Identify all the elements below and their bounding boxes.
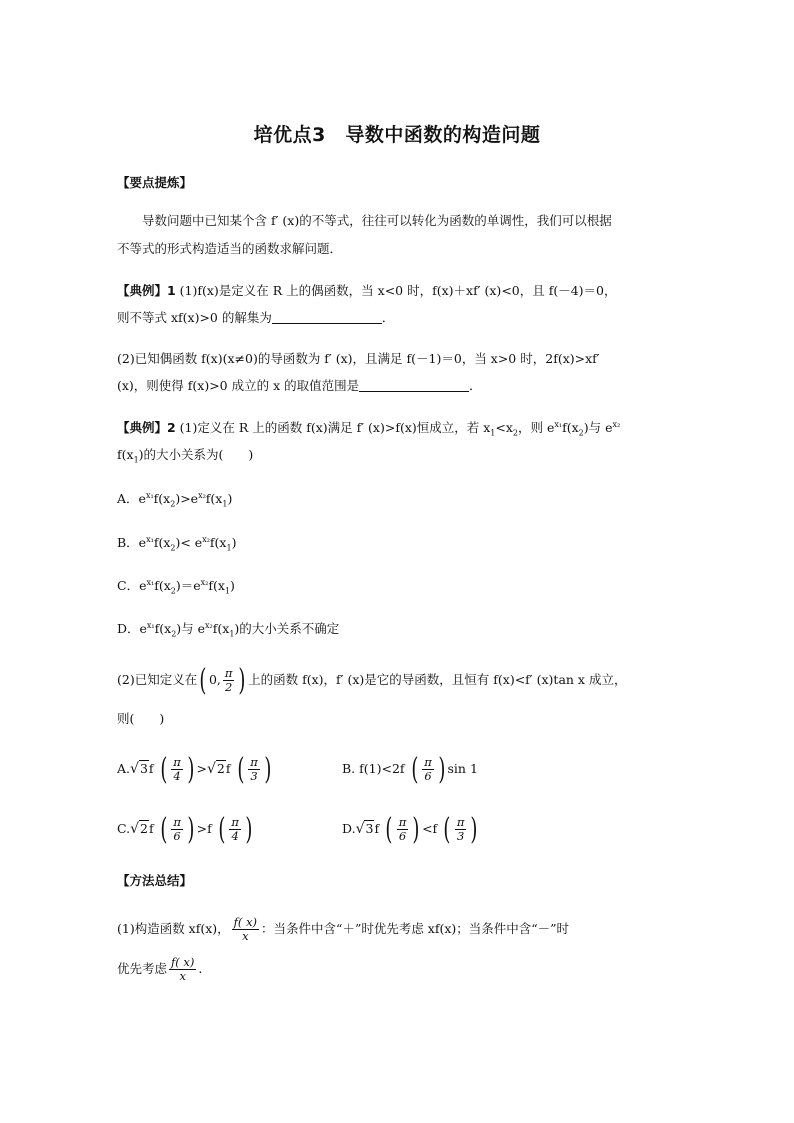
example2-q1-text: <x	[495, 420, 513, 435]
example2-tag: 【典例】2	[117, 420, 176, 435]
right-paren: )	[187, 811, 195, 847]
fraction: $\frac{\pi}{6}$	[424, 755, 432, 783]
subscript: 1	[133, 455, 139, 465]
example1-part2-question: (x)，则使得 f(x)>0 成立的 x 的取值范围是	[117, 378, 360, 393]
option-text: f(x	[154, 621, 172, 636]
example2-q1-text: ，则 e	[518, 420, 555, 435]
subscript: 1	[490, 428, 496, 438]
left-paren: (	[385, 811, 393, 847]
fraction: $\frac{f( x)}{x}$	[171, 955, 195, 983]
fraction: $\frac{\pi}{3}$	[456, 815, 465, 843]
example1-part1-end: ．	[381, 310, 395, 325]
option-d-label: D．e	[117, 621, 147, 636]
option-c2[interactable]	[117, 811, 255, 847]
option-label: A.	[117, 761, 131, 776]
options-row-1	[117, 752, 677, 786]
left-paren: (	[159, 811, 167, 847]
superscript: x₂	[200, 577, 209, 587]
option-text: >	[196, 761, 207, 776]
answer-blank-1[interactable]	[272, 309, 382, 324]
option-text: f	[225, 761, 231, 776]
option-d2[interactable]	[342, 812, 480, 846]
key-points-line-1: 导数问题中已知某个含 f′ (x)的不等式，往往可以转化为函数的单调性，我们可以根据	[142, 213, 612, 228]
subscript: 1	[222, 499, 228, 509]
subscript: 2	[170, 586, 176, 596]
sqrt: √2	[207, 761, 225, 777]
method-text: ：当条件中含“＋”时优先考虑 xf(x)；当条件中含“－”时	[261, 921, 570, 936]
superscript: x₂	[612, 419, 621, 429]
sqrt: √2	[130, 821, 148, 837]
example1-part2-line-1: (2)已知偶函数 f(x)(x≠0)的导函数为 f′ (x)，且满足 f(－1)＝0，当 x>0 时，2f(x)>xf′	[117, 351, 600, 366]
example2-q2-line-2: 则( )	[117, 711, 165, 726]
q2-text: (2)已知定义在	[117, 672, 198, 687]
subscript: 1	[229, 629, 235, 639]
subscript: 1	[224, 586, 230, 596]
option-text: B. f(1)<2f	[342, 761, 405, 776]
sqrt: √3	[355, 821, 374, 837]
option-a2[interactable]	[117, 751, 274, 787]
superscript: x₂	[202, 534, 210, 544]
option-text: f(x	[205, 491, 223, 506]
q2-text: 上的函数 f(x)，f′ (x)是它的导函数，且恒有 f(x)<f′ (x)tan x 成立，	[248, 672, 627, 687]
left-paren: (	[199, 662, 207, 698]
example2-q1-text: f(x	[562, 420, 579, 435]
fraction: $\frac{\pi}{3}$	[250, 755, 258, 783]
right-paren: )	[412, 811, 420, 847]
fraction: $\frac{\pi}{6}$	[398, 815, 407, 843]
option-text: <f	[422, 821, 438, 836]
fraction: $\frac{\pi}{2}$	[224, 666, 233, 694]
option-text: )与 e	[176, 621, 206, 636]
method-text: (1)构造函数 xf(x)，	[117, 921, 230, 936]
example2-q1-text: f(x	[117, 447, 134, 462]
example1-part1-text: (1)f(x)是定义在 R 上的偶函数，当 x<0 时，f(x)＋xf′ (x)<0，且 f(－4)＝0，	[175, 283, 617, 298]
option-d[interactable]	[117, 616, 677, 642]
right-paren: )	[438, 751, 446, 787]
left-paren: (	[410, 751, 418, 787]
method-text: 优先考虑	[117, 961, 168, 976]
answer-blank-2[interactable]	[359, 377, 469, 392]
right-paren: )	[245, 811, 253, 847]
sqrt: √3	[130, 761, 148, 777]
option-text: sin 1	[447, 761, 478, 776]
subscript: 2	[171, 629, 177, 639]
example2-q1-text: )的大小关系为( )	[138, 447, 254, 462]
superscript: x₁	[146, 620, 155, 630]
example2-line-1	[117, 415, 677, 441]
left-paren: (	[218, 811, 226, 847]
right-paren: )	[264, 751, 272, 787]
option-text: f	[148, 761, 154, 776]
option-a-label: A．e	[117, 491, 146, 506]
superscript: x₁	[146, 577, 155, 587]
superscript: x₁	[146, 534, 154, 544]
example2-q1-text: (1)定义在 R 上的函数 f(x)满足 f′ (x)>f(x)恒成立，若 x	[175, 420, 491, 435]
fraction: $\frac{\pi}{4}$	[231, 815, 239, 843]
option-c-label: C．e	[117, 578, 147, 593]
method-text: .	[198, 961, 203, 976]
subscript: 2	[578, 428, 584, 438]
option-label: D.	[342, 821, 356, 836]
example1-line-2	[117, 305, 677, 331]
option-text: f	[374, 821, 380, 836]
options-row-2	[117, 812, 677, 846]
fraction: $\frac{\pi}{6}$	[173, 815, 181, 843]
option-text: f(x	[209, 535, 227, 550]
fraction: $\frac{f( x)}{x}$	[233, 915, 258, 943]
option-a[interactable]: A．$e^{x_1}f(x_2)>e^{x_2}f(x_1)$	[117, 490, 233, 509]
subscript: 1	[226, 543, 232, 553]
option-text: f(x	[212, 621, 230, 636]
method-line-1	[117, 912, 677, 946]
right-paren: )	[238, 662, 246, 698]
superscript: x₁	[145, 490, 154, 500]
interval-left: 0,	[208, 672, 221, 687]
example1-tag: 【典例】1	[117, 283, 176, 298]
example1-part2-end: ．	[469, 378, 482, 393]
right-paren: )	[187, 751, 195, 787]
option-text: f	[148, 821, 154, 836]
example2-q1-text: )与 e	[583, 420, 613, 435]
option-text: f(x	[153, 491, 171, 506]
option-text: f(x	[208, 578, 225, 593]
option-text: )< e	[175, 535, 203, 550]
option-text: >f	[196, 821, 212, 836]
example1-line-1	[117, 278, 677, 304]
option-text: )的大小关系不确定	[234, 621, 340, 636]
subscript: 2	[170, 499, 176, 509]
subscript: 2	[170, 543, 176, 553]
example2-line-2	[117, 442, 677, 468]
method-line-2	[117, 952, 677, 986]
option-text: )＝e	[175, 578, 201, 593]
right-paren: )	[470, 811, 478, 847]
superscript: x₁	[554, 419, 563, 429]
subscript: 2	[512, 428, 519, 438]
option-b2[interactable]	[342, 752, 478, 786]
superscript: x₂	[198, 490, 206, 500]
fraction: $\frac{\pi}{4}$	[173, 755, 181, 783]
option-text: f(x	[154, 578, 171, 593]
option-label: C.	[117, 821, 131, 836]
option-text: f(x	[153, 535, 171, 550]
example2-q2-line-1	[117, 663, 677, 697]
example1-part2-line-2	[117, 373, 677, 399]
left-paren: (	[443, 811, 451, 847]
option-c[interactable]: C．$e^{x_1}f(x_2)=e^{x_2}f(x_1)$	[117, 577, 235, 596]
option-b[interactable]: B．$e^{x_1}f(x_2)< e^{x_2}f(x_1)$	[117, 534, 237, 553]
key-points-line-2: 不等式的形式构造适当的函数求解问题．	[117, 241, 343, 256]
option-text: )>e	[175, 491, 199, 506]
option-b-label: B．e	[117, 535, 147, 550]
left-paren: (	[236, 751, 244, 787]
superscript: x₂	[205, 620, 213, 630]
page-title: 培优点3 导数中函数的构造问题	[253, 124, 541, 146]
key-points-heading: 【要点提炼】	[117, 175, 193, 190]
method-heading: 【方法总结】	[117, 873, 193, 888]
example1-part1-question: 则不等式 xf(x)>0 的解集为	[117, 310, 272, 325]
left-paren: (	[159, 751, 167, 787]
